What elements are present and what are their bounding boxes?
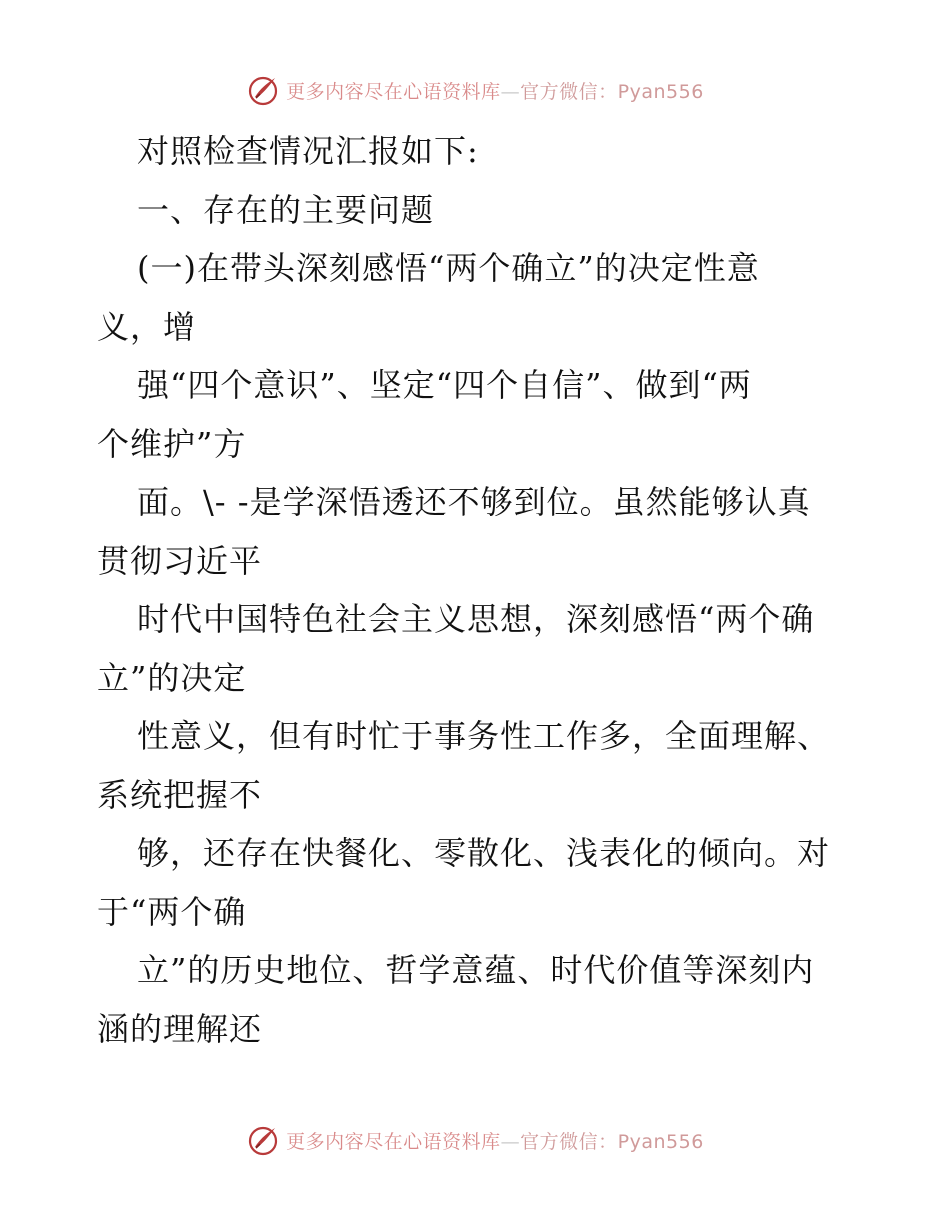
body-line: 性意义，但有时忙于事务性工作多，全面理解、 <box>137 717 831 755</box>
body-line: 系统把握不 <box>97 775 263 814</box>
body-line: 强“四个意识”、坚定“四个自信”、做到“两 <box>137 366 752 404</box>
feather-pen-seal-icon <box>246 73 280 107</box>
feather-pen-seal-icon <box>246 1123 280 1157</box>
body-line: (一)在带头深刻感悟“两个确立”的决定性意 <box>137 249 760 287</box>
body-line: 义，增 <box>97 307 197 346</box>
banner-main-text: 更多内容尽在心语资料库 <box>286 80 501 103</box>
body-line: 时代中国特色社会主义思想，深刻感悟“两个确 <box>137 600 815 638</box>
header-banner <box>0 70 950 110</box>
banner-text <box>286 1127 704 1154</box>
body-line: 贯彻习近平 <box>97 541 263 580</box>
body-line: 涵的理解还 <box>97 1009 263 1048</box>
body-line: 够，还存在快餐化、零散化、浅表化的倾向。对 <box>137 834 831 872</box>
banner-separator: — <box>500 80 521 103</box>
banner-wechat-text: 官方微信：Pyan556 <box>520 1130 704 1153</box>
footer-banner <box>0 1120 950 1160</box>
banner-text <box>286 77 704 104</box>
banner-main-text: 更多内容尽在心语资料库 <box>286 1130 501 1153</box>
body-line: 于“两个确 <box>97 892 247 931</box>
section-heading: 一、存在的主要问题 <box>137 190 435 229</box>
body-line: 个维护”方 <box>97 424 247 463</box>
document-body <box>97 122 857 1058</box>
banner-wechat-text: 官方微信：Pyan556 <box>520 80 704 103</box>
body-line: 立”的决定 <box>97 658 247 697</box>
body-line: 立”的历史地位、哲学意蕴、时代价值等深刻内 <box>137 951 815 989</box>
banner-separator: — <box>500 1130 521 1153</box>
body-line: 面。\- -是学深悟透还不够到位。虽然能够认真 <box>137 483 811 521</box>
body-line: 对照检查情况汇报如下: <box>137 132 479 170</box>
